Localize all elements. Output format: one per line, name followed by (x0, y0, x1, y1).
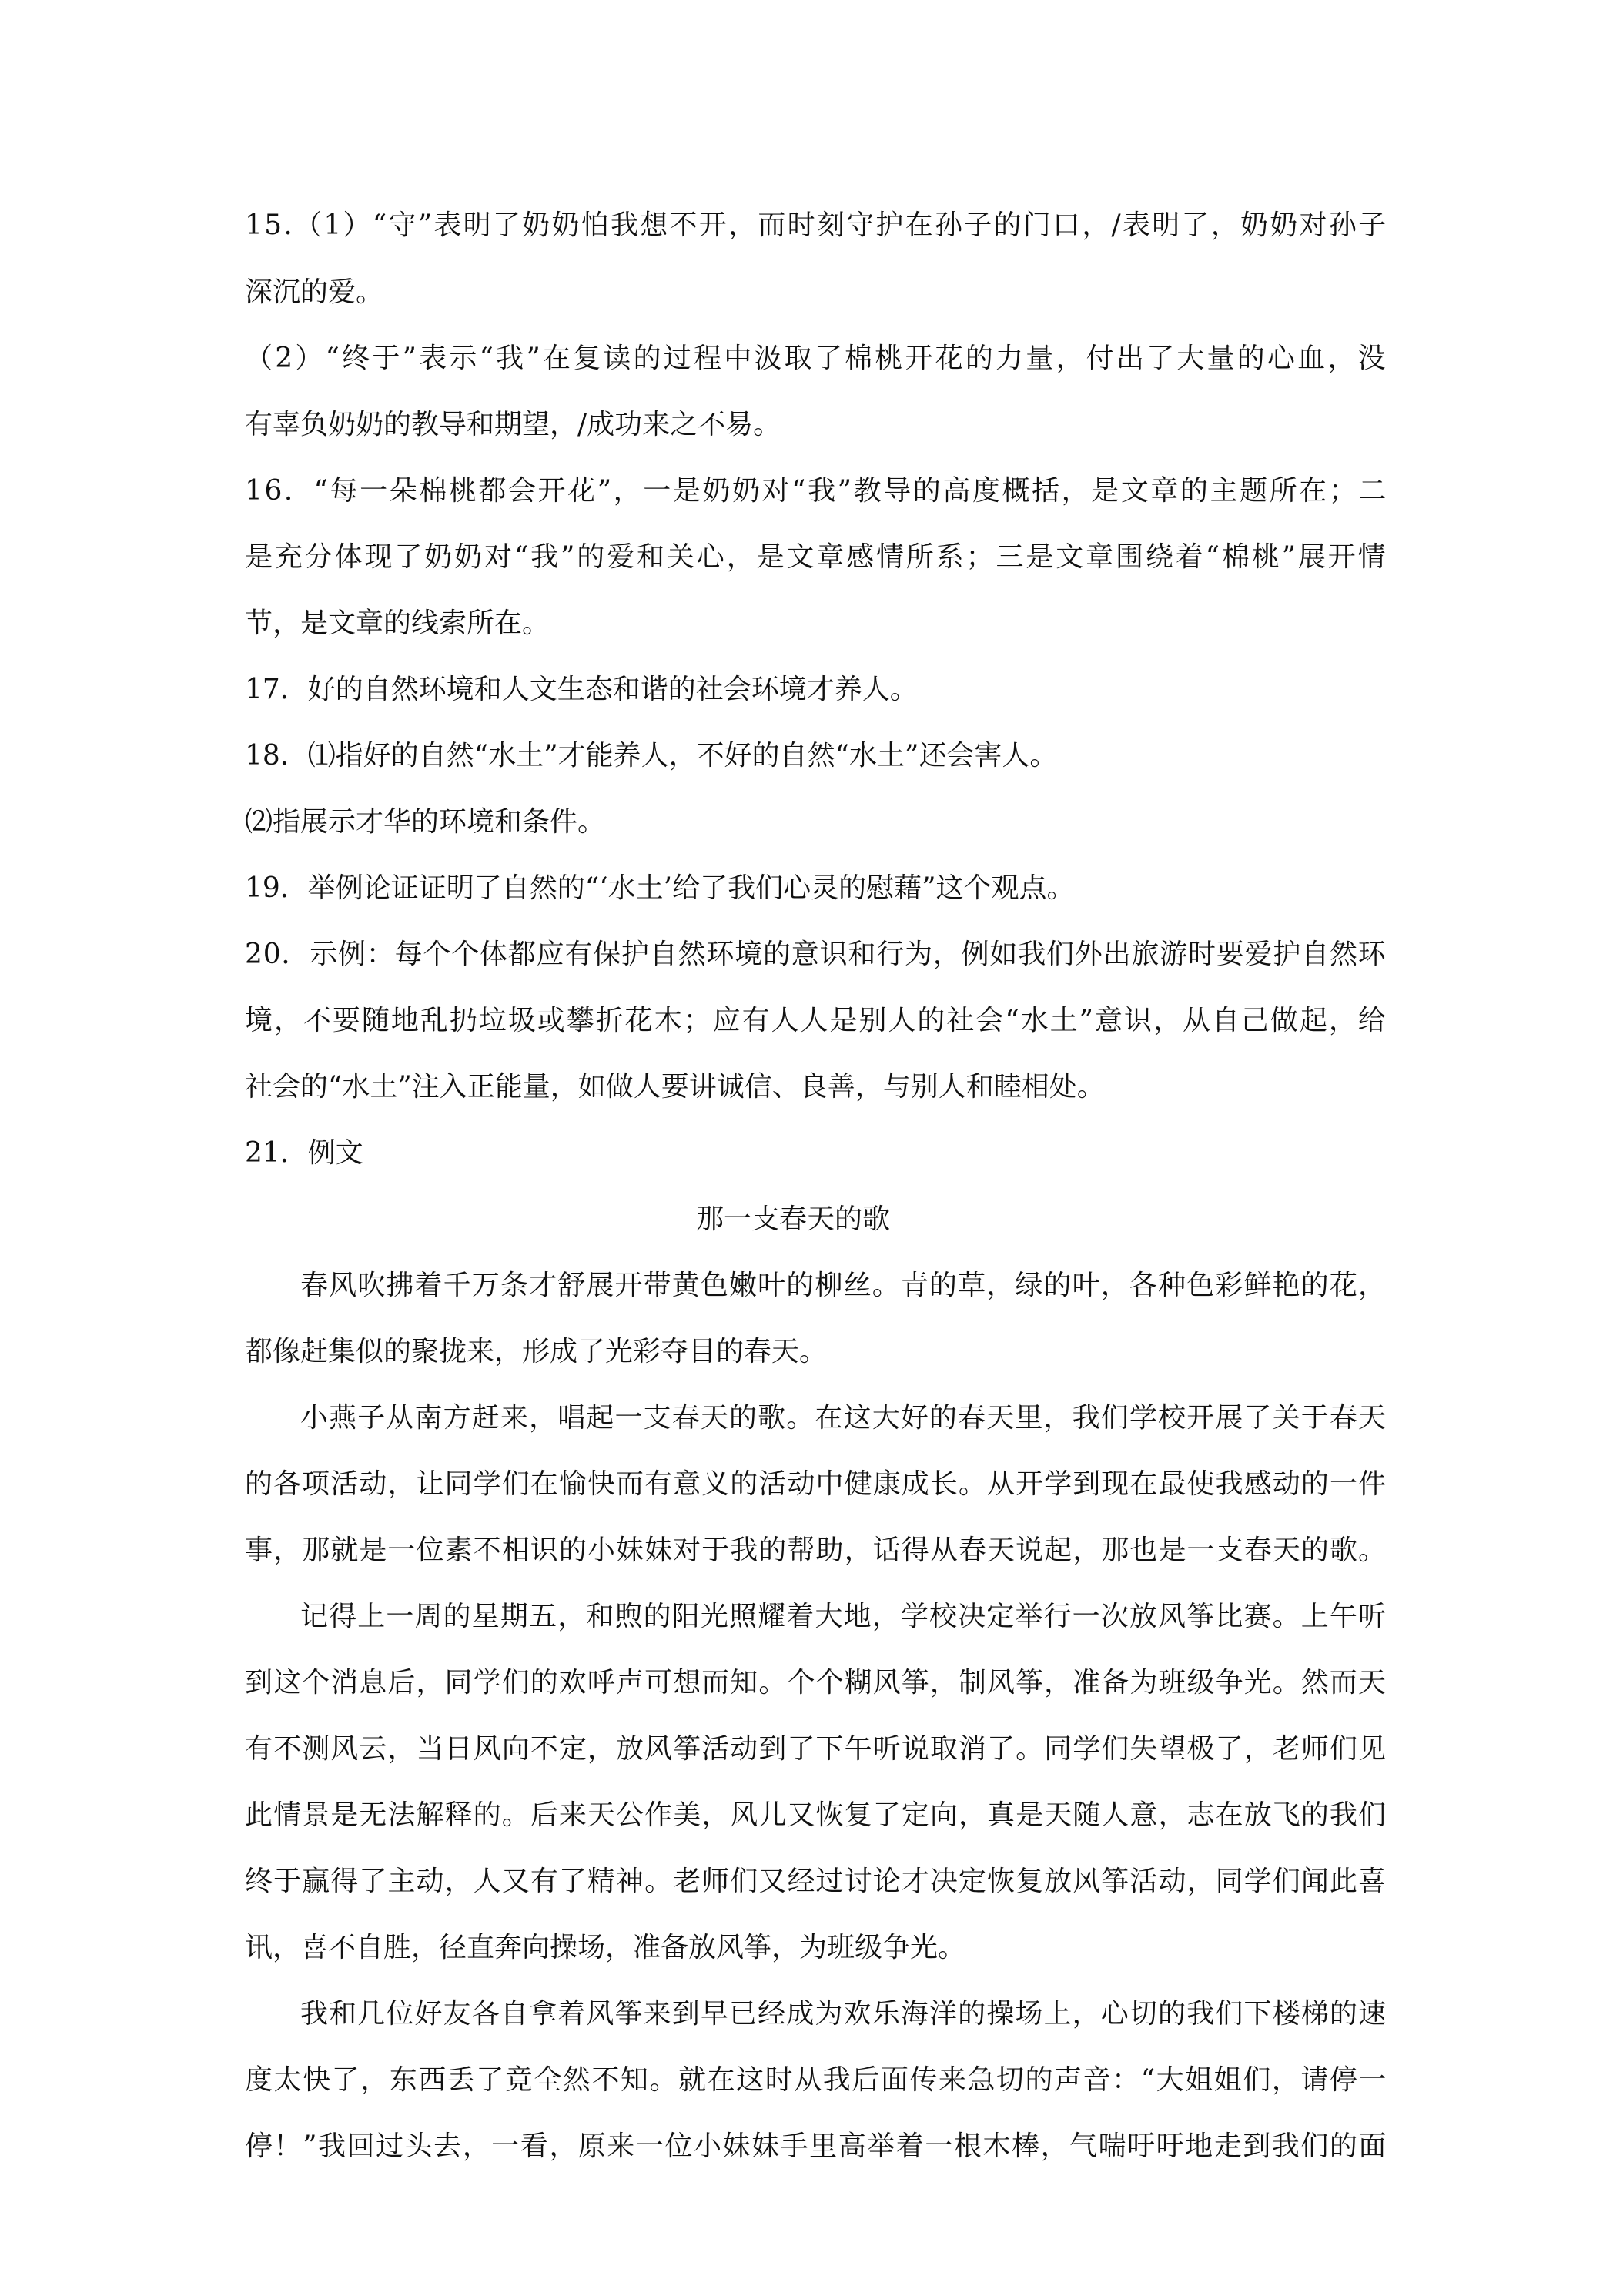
essay-paragraph-3-line-6: 讯，喜不自胜，径直奔向操场，准备放风筝，为班级争光。 (245, 1932, 966, 1963)
essay-paragraph-3-line-3: 有不测风云，当日风向不定，放风筝活动到了下午听说取消了。同学们失望极了，老师们见 (245, 1733, 1387, 1765)
answer-19: 19．举例论证证明了自然的“‘水土’给了我们心灵的慰藉”这个观点。 (245, 872, 1075, 904)
answer-21-label: 21．例文 (245, 1137, 363, 1169)
essay-paragraph-4-line-1: 我和几位好友各自拿着风筝来到早已经成为欢乐海洋的操场上，心切的我们下楼梯的速 (300, 1998, 1387, 2030)
answer-15-part-2-line-2: 有辜负奶奶的教导和期望，/成功来之不易。 (245, 409, 781, 440)
answer-16-line-1: 16．“每一朵棉桃都会开花”，一是奶奶对“我”教导的高度概括，是文章的主题所在；二 (245, 475, 1389, 507)
answer-16-line-3: 节，是文章的线索所在。 (245, 607, 550, 639)
essay-paragraph-3-line-2: 到这个消息后，同学们的欢呼声可想而知。个个糊风筝，制风筝，准备为班级争光。然而天 (245, 1667, 1387, 1699)
essay-paragraph-1-line-2: 都像赶集似的聚拢来，形成了光彩夺目的春天。 (245, 1336, 828, 1367)
answer-15-line-1: 15.（1）“守”表明了奶奶怕我想不开，而时刻守护在孙子的门口，/表明了，奶奶对孙子 (245, 209, 1388, 241)
essay-paragraph-2-line-1: 小燕子从南方赶来，唱起一支春天的歌。在这大好的春天里，我们学校开展了关于春天 (300, 1402, 1387, 1434)
essay-paragraph-1-line-1: 春风吹拂着千万条才舒展开带黄色嫩叶的柳丝。青的草，绿的叶，各种色彩鲜艳的花， (300, 1270, 1387, 1301)
answer-18-part-2: ⑵指展示才华的环境和条件。 (245, 806, 606, 838)
essay-paragraph-3-line-1: 记得上一周的星期五，和煦的阳光照耀着大地，学校决定举行一次放风筝比赛。上午听 (300, 1601, 1387, 1632)
essay-paragraph-4-line-2: 度太快了，东西丢了竟全然不知。就在这时从我后面传来急切的声音：“大姐姐们，请停一 (245, 2064, 1387, 2096)
answer-18-part-1: 18．⑴指好的自然“水土”才能养人，不好的自然“水土”还会害人。 (245, 740, 1058, 771)
answer-20-line-1: 20．示例：每个个体都应有保护自然环境的意识和行为，例如我们外出旅游时要爱护自然环 (245, 939, 1387, 970)
answer-20-line-2: 境，不要随地乱扔垃圾或攀折花木；应有人人是别人的社会“水土”意识，从自己做起，给 (245, 1005, 1387, 1036)
essay-title: 那一支春天的歌 (696, 1203, 891, 1235)
essay-paragraph-2-line-2: 的各项活动，让同学们在愉快而有意义的活动中健康成长。从开学到现在最使我感动的一件 (245, 1468, 1387, 1500)
essay-paragraph-3-line-5: 终于赢得了主动，人又有了精神。老师们又经过讨论才决定恢复放风筝活动，同学们闻此喜 (245, 1866, 1387, 1897)
answer-15-part-2-line-1: （2）“终于”表示“我”在复读的过程中汲取了棉桃开花的力量，付出了大量的心血，没 (245, 343, 1388, 374)
essay-paragraph-4-line-3: 停！”我回过头去，一看，原来一位小妹妹手里高举着一根木棒，气喘吁吁地走到我们的面 (245, 2130, 1387, 2162)
answer-20-line-3: 社会的“水土”注入正能量，如做人要讲诚信、良善，与别人和睦相处。 (245, 1071, 1105, 1103)
essay-paragraph-3-line-4: 此情景是无法解释的。后来天公作美，风儿又恢复了定向，真是天随人意，志在放飞的我们 (245, 1799, 1387, 1831)
answer-17: 17．好的自然环境和人文生态和谐的社会环境才养人。 (245, 674, 918, 705)
answer-15-line-2: 深沉的爱。 (245, 276, 384, 308)
answer-16-line-2: 是充分体现了奶奶对“我”的爱和关心，是文章感情所系；三是文章围绕着“棉桃”展开情 (245, 541, 1388, 573)
essay-paragraph-2-line-3: 事，那就是一位素不相识的小妹妹对于我的帮助，话得从春天说起，那也是一支春天的歌。 (245, 1535, 1387, 1566)
